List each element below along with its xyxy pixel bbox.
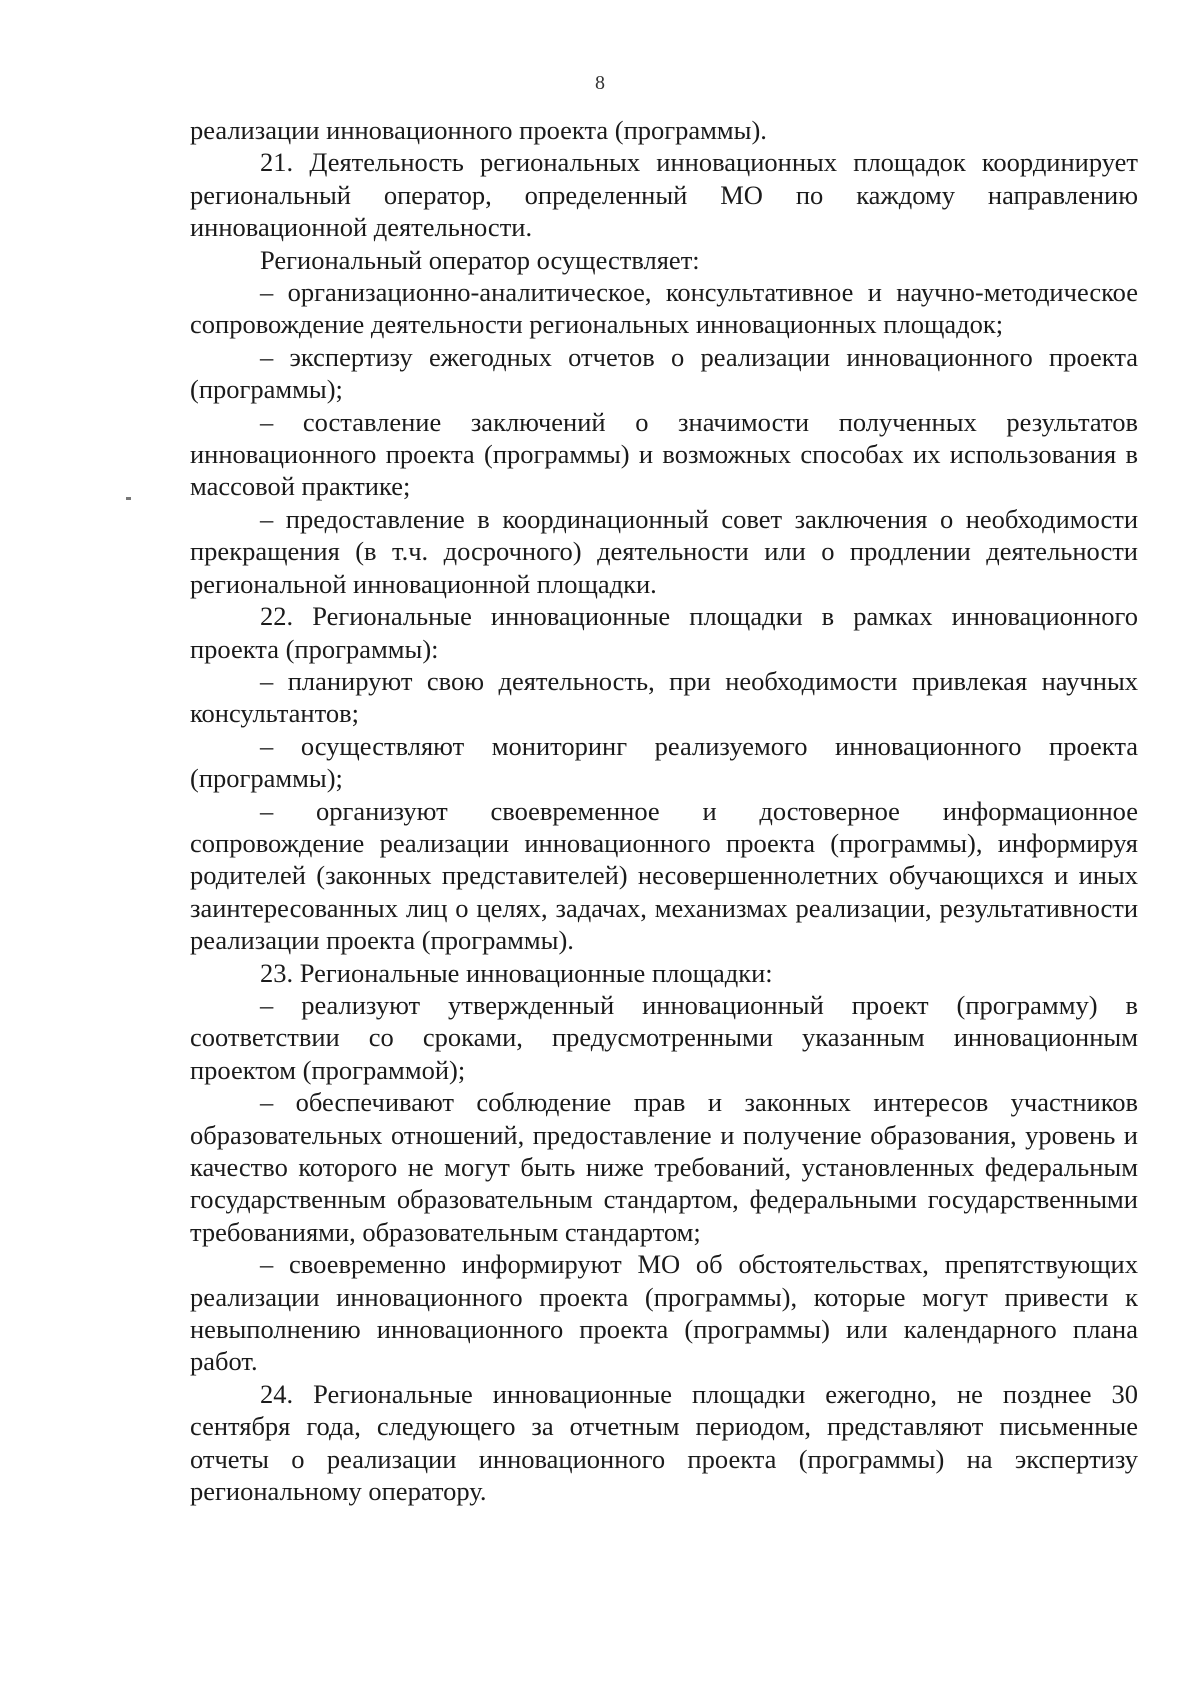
paragraph: Региональный оператор осуществляет: (260, 244, 700, 275)
list-item: – своевременно информируют МО об обстоятельствах, препятствующих реализации инновационного проекта (программы), которые могут привести к невыполнению инновационного проекта (программы) или календарного плана работ. (190, 1249, 1138, 1377)
paragraph: реализации инновационного проекта (программы). (190, 115, 767, 145)
list-item: – предоставление в координационный совет заключения о необходимости прекращения (в т.ч. досрочного) деятельности или о продлении деятельности региональной инновационной площадки. (190, 503, 1138, 599)
scan-speck (126, 497, 131, 500)
page-number: 8 (595, 72, 605, 94)
list-item: – осуществляют мониторинг реализуемого инновационного проекта (программы); (190, 730, 1138, 794)
paragraph: 21. Деятельность региональных инновационных площадок координирует региональный оператор, определенный МО по каждому направлению инновационной деятельности. (190, 147, 1138, 243)
paragraph: 22. Региональные инновационные площадки в рамках инновационного проекта (программы): (190, 601, 1138, 664)
list-item: – реализуют утвержденный инновационный проект (программу) в соответствии со сроками, предусмотренными указанным инновационным проектом (программой); (190, 989, 1138, 1085)
document-body (190, 114, 1138, 1507)
list-item: – обеспечивают соблюдение прав и законных интересов участников образовательных отношений, предоставление и получение образования, уровень и качество которого не могут быть ниже требований, установленных федеральным государственным образовательным стандартом, федеральными государственными требованиями, образовательным стандартом; (190, 1087, 1138, 1247)
list-item: – составление заключений о значимости полученных результатов инновационного проекта (программы) и возможных способах их использования в массовой практике; (190, 406, 1138, 502)
paragraph: 23. Региональные инновационные площадки: (260, 957, 773, 988)
list-item: – планируют свою деятельность, при необходимости привлекая научных консультантов; (190, 665, 1138, 729)
list-item: – экспертизу ежегодных отчетов о реализации инновационного проекта (программы); (190, 341, 1138, 405)
list-item: – организационно-аналитическое, консультативное и научно-методическое сопровождение деятельности региональных инновационных площадок; (190, 277, 1138, 340)
list-item: – организуют своевременное и достоверное информационное сопровождение реализации инновационного проекта (программы), информируя родителей (законных представителей) несовершеннолетних обучающихся и иных заинтересованных лиц о целях, задачах, механизмах реализации, результативности реализации проекта (программы). (190, 795, 1138, 956)
paragraph: 24. Региональные инновационные площадки ежегодно, не позднее 30 сентября года, следующего за отчетным периодом, представляют письменные отчеты о реализации инновационного проекта (программы) на экспертизу региональному оператору. (190, 1378, 1138, 1507)
